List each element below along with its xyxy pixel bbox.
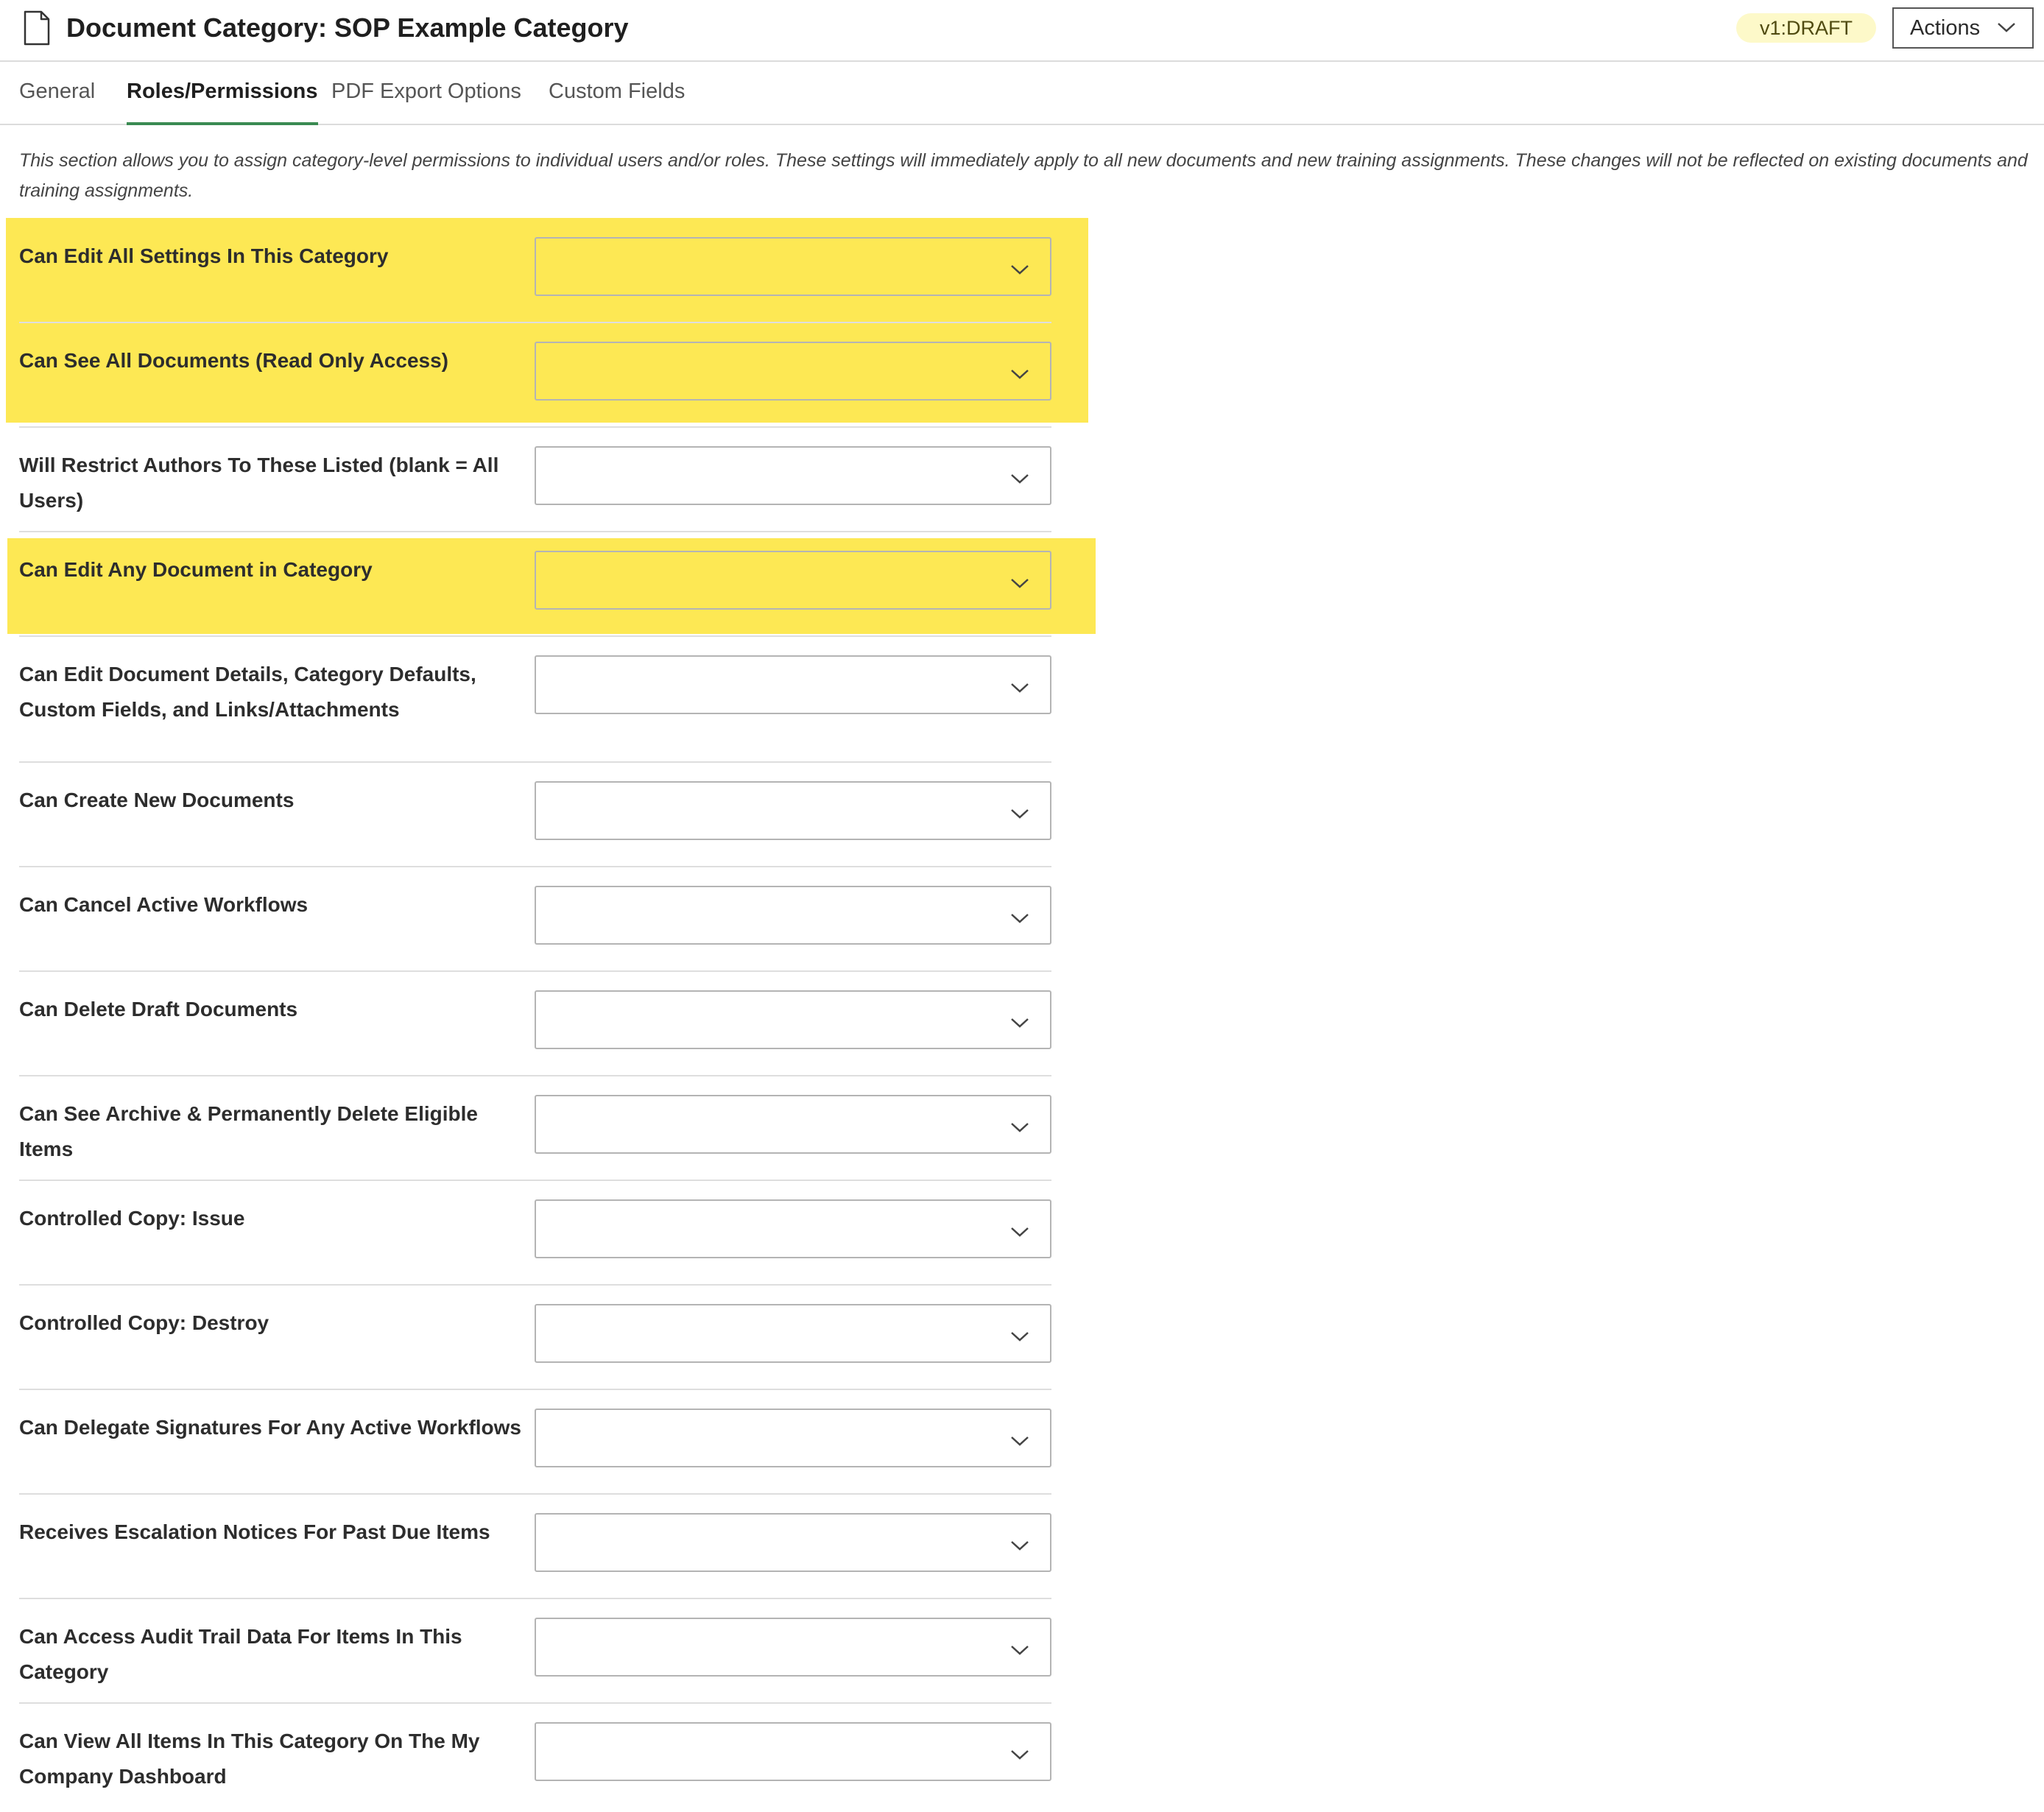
permission-select[interactable] — [535, 1409, 1051, 1467]
row-divider — [19, 531, 1051, 532]
row-divider — [19, 1493, 1051, 1495]
chevron-down-icon — [1010, 264, 1029, 275]
permission-label: Can Access Audit Trail Data For Items In This Category — [19, 1625, 462, 1683]
permission-select[interactable] — [535, 1304, 1051, 1363]
permission-row — [19, 448, 1051, 536]
page-header — [0, 0, 2044, 62]
actions-button[interactable] — [1892, 7, 2034, 49]
permission-label: Can Delegate Signatures For Any Active Workflows — [19, 1416, 522, 1439]
permission-select[interactable] — [535, 342, 1051, 401]
row-divider — [19, 1075, 1051, 1076]
row-divider — [19, 866, 1051, 867]
permission-select[interactable] — [535, 1513, 1051, 1572]
chevron-down-icon — [1010, 1540, 1029, 1551]
document-icon — [22, 10, 52, 46]
actions-button-label: Actions — [1910, 15, 1981, 40]
tab-pdf-export-options[interactable]: PDF Export Options — [331, 80, 521, 103]
permission-label: Will Restrict Authors To These Listed (blank = All Users) — [19, 454, 499, 512]
row-divider — [19, 322, 1051, 323]
permission-select[interactable] — [535, 781, 1051, 840]
permission-row — [19, 887, 1051, 976]
permission-label: Can View All Items In This Category On The My Company Dashboard — [19, 1730, 480, 1788]
permission-row — [19, 1096, 1051, 1185]
permission-label: Can Delete Draft Documents — [19, 998, 298, 1020]
row-divider — [19, 426, 1051, 428]
chevron-down-icon — [1010, 1435, 1029, 1447]
permission-select[interactable] — [535, 655, 1051, 714]
chevron-down-icon — [1010, 1121, 1029, 1133]
chevron-down-icon — [1010, 808, 1029, 819]
permission-select[interactable] — [535, 446, 1051, 505]
chevron-down-icon — [1010, 1749, 1029, 1760]
permission-select[interactable] — [535, 886, 1051, 945]
permission-label: Controlled Copy: Destroy — [19, 1311, 269, 1334]
chevron-down-icon — [1010, 1017, 1029, 1029]
permission-select[interactable] — [535, 990, 1051, 1049]
permission-row — [19, 992, 1051, 1080]
permission-row — [19, 552, 1051, 641]
permission-select[interactable] — [535, 551, 1051, 610]
chevron-down-icon — [1010, 1226, 1029, 1238]
permission-row — [19, 1619, 1051, 1707]
row-divider — [19, 970, 1051, 972]
row-divider — [19, 761, 1051, 763]
chevron-down-icon — [1010, 912, 1029, 924]
status-badge: v1:DRAFT — [1736, 13, 1876, 43]
permission-label: Can Cancel Active Workflows — [19, 893, 309, 916]
permission-label: Receives Escalation Notices For Past Due Items — [19, 1520, 490, 1543]
permission-label: Can See Archive & Permanently Delete Eligible Items — [19, 1102, 478, 1160]
tab-general[interactable]: General — [19, 80, 96, 103]
row-divider — [19, 1598, 1051, 1599]
tab-custom-fields[interactable]: Custom Fields — [549, 80, 686, 103]
permission-row — [19, 239, 1051, 327]
chevron-down-icon — [1010, 473, 1029, 484]
row-divider — [19, 1389, 1051, 1390]
permission-select[interactable] — [535, 1199, 1051, 1258]
permission-label: Can Edit Any Document in Category — [19, 558, 373, 581]
permission-row — [19, 343, 1051, 431]
permission-row — [19, 1410, 1051, 1498]
page-title: Document Category: SOP Example Category — [66, 13, 629, 43]
tab-roles-permissions[interactable]: Roles/Permissions — [127, 77, 318, 125]
permission-label: Can Create New Documents — [19, 789, 295, 811]
permission-label: Can See All Documents (Read Only Access) — [19, 349, 448, 372]
chevron-down-icon — [1997, 21, 2016, 33]
row-divider — [19, 635, 1051, 637]
row-divider — [19, 1180, 1051, 1181]
chevron-down-icon — [1010, 1330, 1029, 1342]
permission-select[interactable] — [535, 1722, 1051, 1781]
permission-select[interactable] — [535, 237, 1051, 296]
permission-row — [19, 1305, 1051, 1394]
row-divider — [19, 1284, 1051, 1286]
row-divider — [19, 1702, 1051, 1704]
permission-label: Can Edit All Settings In This Category — [19, 244, 389, 267]
permission-row — [19, 1515, 1051, 1603]
chevron-down-icon — [1010, 682, 1029, 694]
permission-select[interactable] — [535, 1618, 1051, 1677]
tab-bar — [0, 62, 2044, 125]
permission-label: Controlled Copy: Issue — [19, 1207, 245, 1230]
chevron-down-icon — [1010, 1644, 1029, 1656]
permission-select[interactable] — [535, 1095, 1051, 1154]
permission-label: Can Edit Document Details, Category Defaults, Custom Fields, and Links/Attachments — [19, 663, 476, 721]
section-description: This section allows you to assign category-level permissions to individual users and/or roles. These settings will immediately apply to all new documents and new training assignments. These changes will not be reflected on existing documents and training assignments. — [19, 150, 2028, 201]
permission-row — [19, 1724, 1051, 1812]
permission-row — [19, 657, 1051, 745]
chevron-down-icon — [1010, 368, 1029, 380]
permission-row — [19, 1201, 1051, 1289]
chevron-down-icon — [1010, 577, 1029, 589]
permission-row — [19, 783, 1051, 871]
